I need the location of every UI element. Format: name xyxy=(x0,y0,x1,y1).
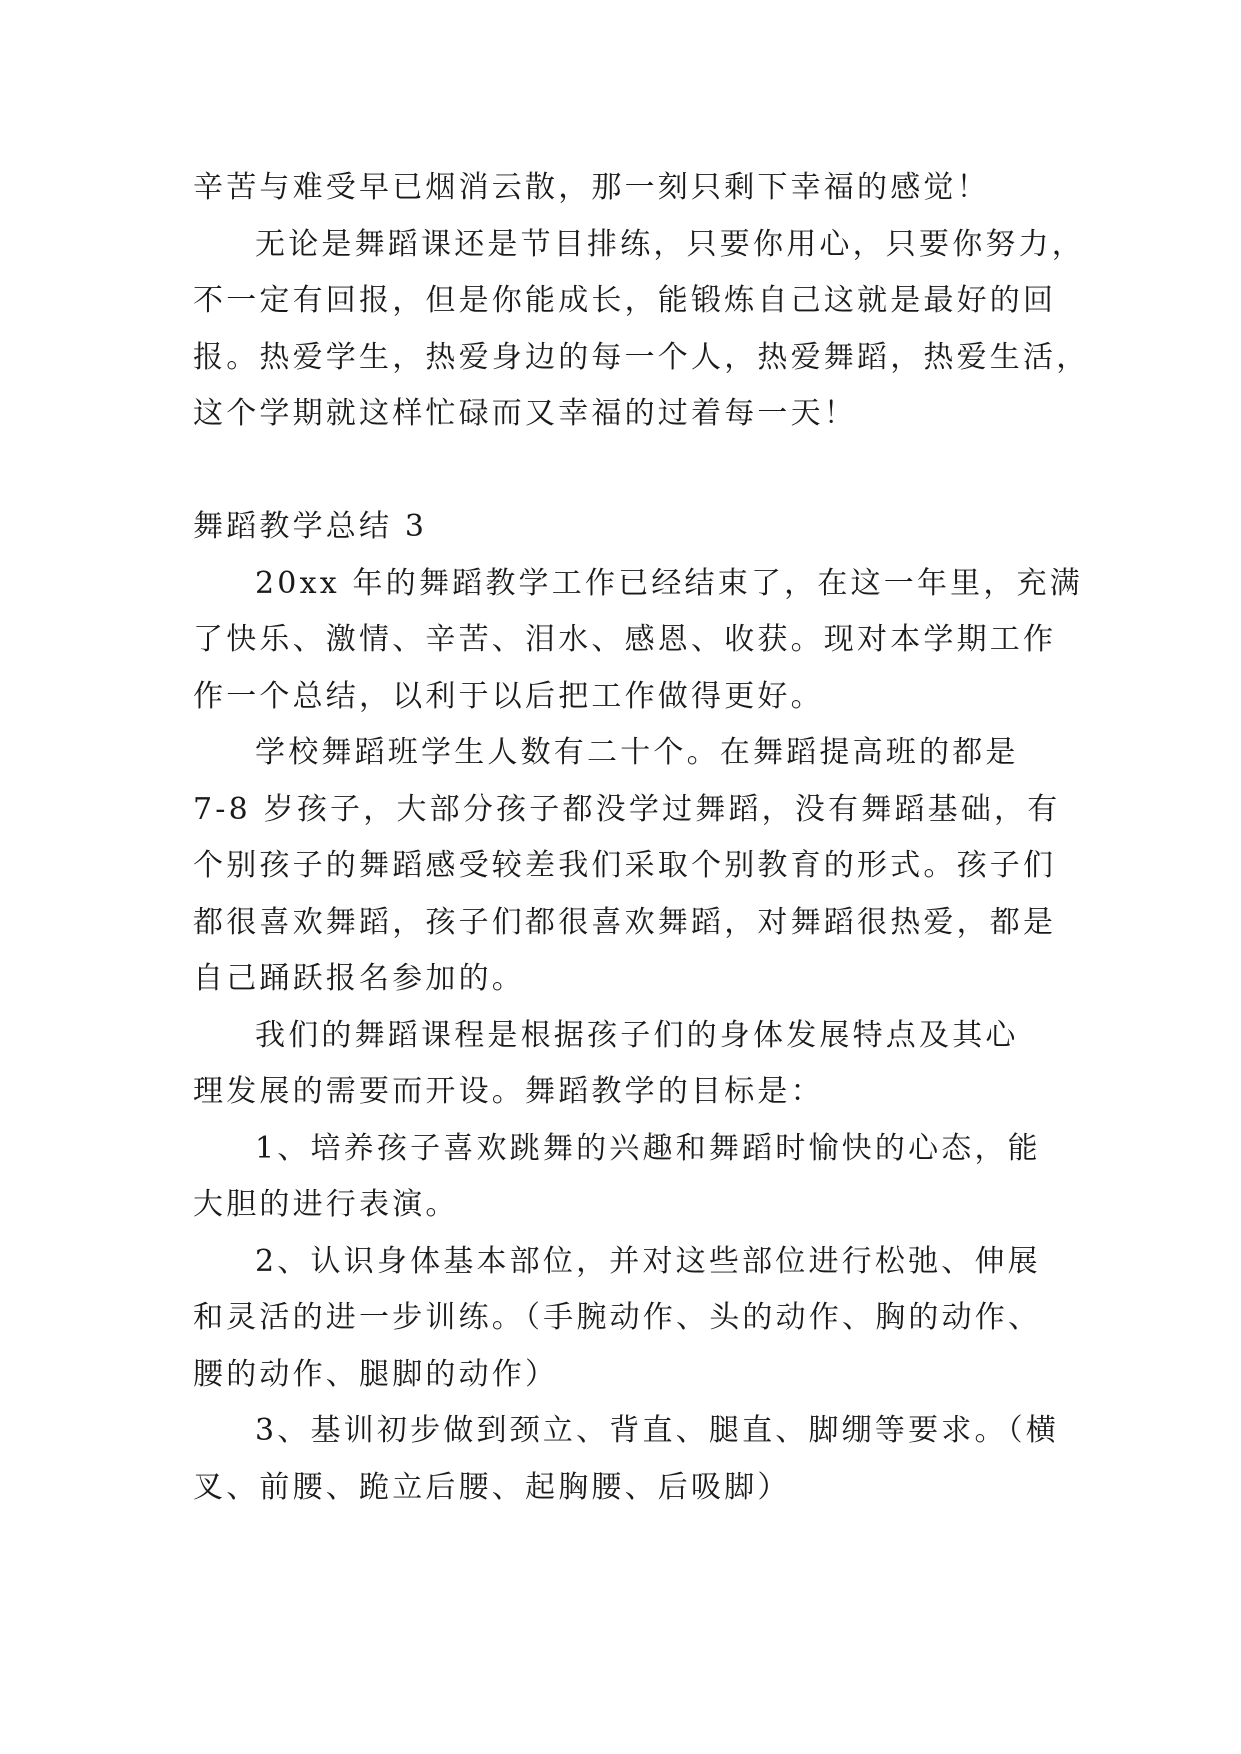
text-line: 理发展的需要而开设。舞蹈教学的目标是： xyxy=(193,1074,824,1109)
text-line: 个别孩子的舞蹈感受较差我们采取个别教育的形式。孩子们 xyxy=(193,848,1057,883)
text-line: 20xx 年的舞蹈教学工作已经结束了，在这一年里，充满 xyxy=(255,565,1083,601)
text-line: 不一定有回报，但是你能成长，能锻炼自己这就是最好的回 xyxy=(193,283,1057,318)
section-heading: 舞蹈教学总结 3 xyxy=(193,509,428,544)
list-item-text: 和灵活的进一步训练。（手腕动作、头的动作、胸的动作、 xyxy=(193,1300,1042,1335)
text-line: 了快乐、激情、辛苦、泪水、感恩、收获。现对本学期工作 xyxy=(193,622,1057,657)
list-item-text: 腰的动作、腿脚的动作） xyxy=(193,1356,559,1392)
list-item-text: 3、基训初步做到颈立、背直、腿直、脚绷等要求。（横 xyxy=(255,1413,1060,1448)
list-item-text: 1、培养孩子喜欢跳舞的兴趣和舞蹈时愉快的心态，能 xyxy=(255,1130,1041,1166)
text-line: 都很喜欢舞蹈，孩子们都很喜欢舞蹈，对舞蹈很热爱，都是 xyxy=(193,904,1057,940)
text-line: 7-8 岁孩子，大部分孩子都没学过舞蹈，没有舞蹈基础，有 xyxy=(193,791,1061,827)
document-body xyxy=(193,160,1090,1516)
list-item-text: 2、认识身体基本部位，并对这些部位进行松弛、伸展 xyxy=(255,1243,1041,1279)
text-line: 辛苦与难受早已烟消云散，那一刻只剩下幸福的感觉！ xyxy=(193,170,990,205)
text-line: 自己踊跃报名参加的。 xyxy=(193,961,525,996)
paragraph-spacer xyxy=(193,443,1053,500)
text-line: 这个学期就这样忙碌而又幸福的过着每一天！ xyxy=(193,396,857,431)
text-line: 无论是舞蹈课还是节目排练，只要你用心，只要你努力， xyxy=(255,226,1085,262)
list-item-text: 叉、前腰、跪立后腰、起胸腰、后吸脚） xyxy=(193,1469,791,1505)
list-item-text: 大胆的进行表演。 xyxy=(193,1187,459,1222)
text-line: 作一个总结，以利于以后把工作做得更好。 xyxy=(193,678,824,714)
text-line: 学校舞蹈班学生人数有二十个。在舞蹈提高班的都是 xyxy=(255,735,1019,770)
text-line: 我们的舞蹈课程是根据孩子们的身体发展特点及其心 xyxy=(255,1017,1019,1053)
text-line: 报。热爱学生，热爱身边的每一个人，热爱舞蹈，热爱生活， xyxy=(193,339,1090,375)
